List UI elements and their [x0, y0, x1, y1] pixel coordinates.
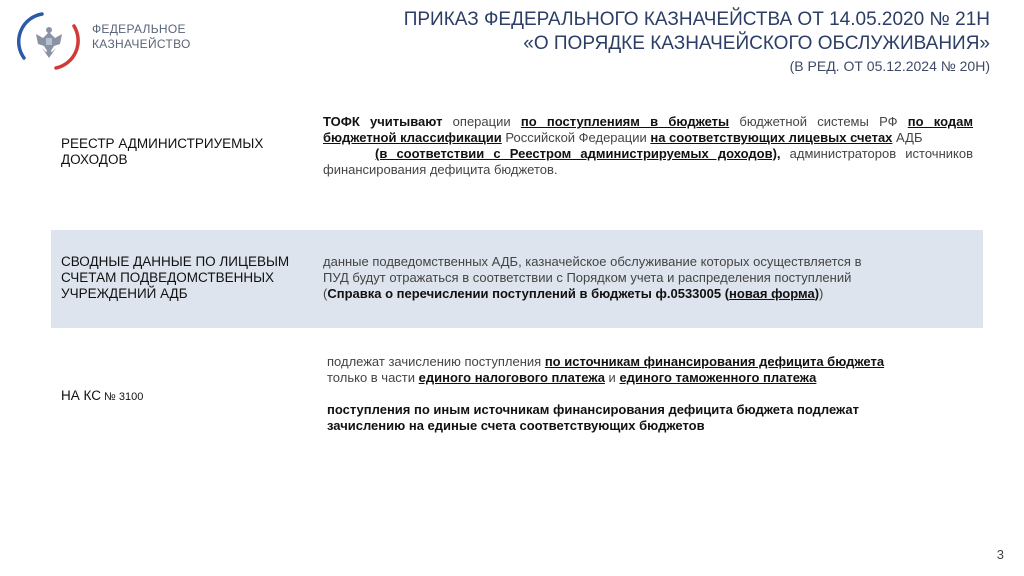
text-span: Справка о перечислении поступлений в бюджеты ф.0533005 ( — [327, 286, 730, 301]
text-line — [323, 286, 973, 302]
treasury-emblem-logo — [16, 8, 82, 74]
row-label-svodnye — [61, 254, 289, 302]
row-text-reestr — [323, 114, 973, 178]
text-span: ) — [814, 286, 820, 301]
text-line: данные подведомственных АДБ, казначейское обслуживание которых осуществляется в — [323, 254, 862, 269]
text-span: и — [604, 370, 620, 385]
row-text-ks — [327, 354, 977, 434]
title-line-1: ПРИКАЗ ФЕДЕРАЛЬНОГО КАЗНАЧЕЙСТВА ОТ 14.05.2020 № 21Н — [403, 9, 990, 30]
text-span: (в соответствии с Реестром администрируемых доходов), — [375, 146, 781, 161]
text-span: Российской Федерации — [501, 130, 651, 145]
label-line: РЕЕСТР АДМИНИСТРИУЕМЫХ — [61, 136, 264, 151]
title-line-2: «О ПОРЯДКЕ КАЗНАЧЕЙСКОГО ОБСЛУЖИВАНИЯ» — [523, 33, 990, 54]
text-line: ПУД будут отражаться в соответствии с Порядком учета и распределения поступлений — [323, 270, 852, 285]
text-span: по поступлениям в бюджеты — [520, 114, 730, 129]
label-number: № 3100 — [100, 391, 144, 403]
text-span: подлежат зачислению поступления — [327, 354, 545, 369]
text-span: по кодам бюджетной классификации — [323, 114, 973, 145]
text-line: зачислению на единые счета соответствующих бюджетов — [327, 418, 705, 433]
text-span: ( — [323, 286, 328, 301]
row-label-reestr — [61, 136, 263, 168]
text-line — [327, 354, 977, 370]
text-span: ) — [819, 286, 824, 301]
label-line: УЧРЕЖДЕНИЙ АДБ — [61, 286, 188, 301]
row-reestr — [51, 100, 983, 228]
row-svodnye — [51, 230, 983, 328]
page-number: 3 — [996, 547, 1004, 562]
text-span: АДБ — [892, 130, 923, 145]
label-main: НА КС — [61, 388, 101, 403]
text-span: ТОФК учитывают — [323, 114, 443, 129]
logo-line-1: ФЕДЕРАЛЬНОЕ — [92, 22, 186, 36]
text-span: администраторов источников финансирования дефицита бюджетов. — [323, 146, 973, 177]
text-line — [327, 370, 977, 386]
new-form-link[interactable]: новая форма — [729, 286, 815, 301]
row-label-ks — [61, 388, 143, 405]
text-line: поступления по иным источникам финансирования дефицита бюджета подлежат — [327, 402, 860, 417]
text-span: единого налогового платежа — [418, 370, 605, 385]
text-span: операции — [442, 114, 521, 129]
text-span: бюджетной системы РФ — [729, 114, 908, 129]
text-span: по источникам финансирования дефицита бюджета — [544, 354, 885, 369]
slide-header — [404, 8, 990, 76]
label-line: СВОДНЫЕ ДАННЫЕ ПО ЛИЦЕВЫМ — [61, 254, 290, 269]
text-span: на соответствующих лицевых счетах — [650, 130, 893, 145]
label-line: ДОХОДОВ — [61, 152, 128, 167]
row-text-svodnye — [323, 254, 973, 302]
text-span: единого таможенного платежа — [619, 370, 817, 385]
logo-line-2: КАЗНАЧЕЙСТВО — [92, 37, 191, 51]
subtitle: (В РЕД. ОТ 05.12.2024 № 20Н) — [789, 58, 990, 74]
row-ks — [51, 340, 983, 450]
text-span: только в части — [327, 370, 419, 385]
label-line: СЧЕТАМ ПОДВЕДОМСТВЕННЫХ — [61, 270, 275, 285]
logo-wordmark — [92, 22, 191, 52]
